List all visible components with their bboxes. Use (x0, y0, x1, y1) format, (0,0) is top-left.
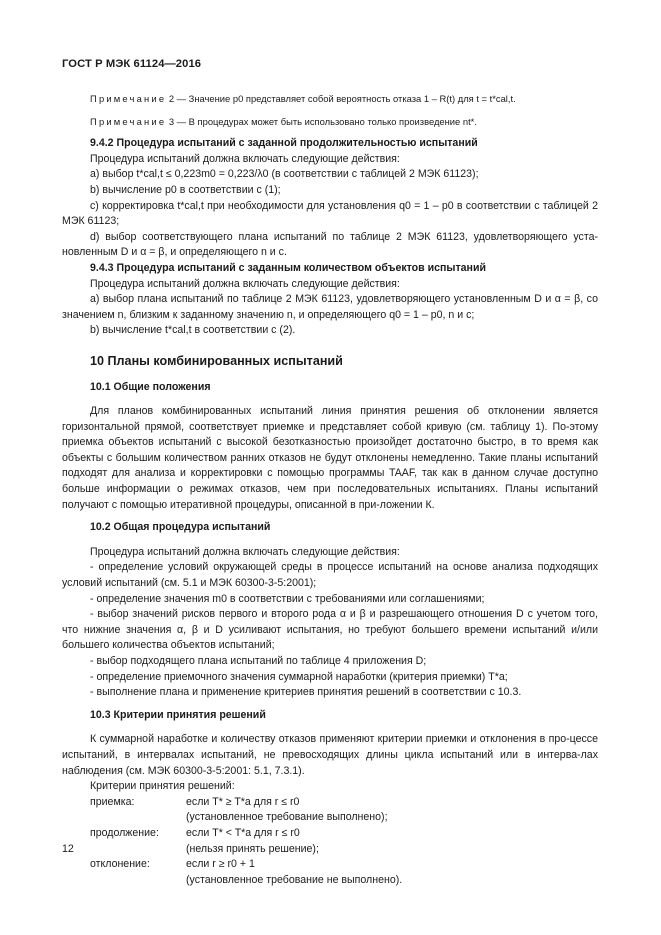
criterion-result: (установленное требование не выполнено). (186, 873, 403, 886)
list-item: - выбор подходящего плана испытаний по таблице 4 приложения D; (90, 655, 427, 667)
list-item-c: c) корректировка t*cal,t при необходимости для установления q0 = 1 – p0 в соответствии с таблицей 2 МЭК 61123; (62, 199, 598, 228)
section-heading-10: 10 Планы комбинированных испытаний (90, 353, 343, 368)
list-item: - определение условий окружающей среды в процессе испытаний на основе анализа подходящих условий испытаний (см. 5.1 и МЭК 60300-3-5:2001); (62, 561, 598, 590)
note-label: Примечание (90, 115, 167, 127)
criterion-condition: если T* < T*a для r ≤ r0 (186, 826, 300, 839)
document-header: ГОСТ Р МЭК 61124—2016 (62, 58, 202, 70)
list-item: - определение приемочного значения суммарной наработки (критерия приемки) T*a; (90, 670, 508, 683)
paragraph: Процедура испытаний должна включать следующие действия: (90, 277, 400, 290)
list-item: - определение значения m0 в соответствии с требованиями или соглашениями; (90, 592, 485, 605)
list-item: - выполнение плана и применение критериев принятия решений в соответствии с 10.3. (90, 686, 522, 699)
section-heading-9-4-3: 9.4.3 Процедура испытаний с заданным количеством объектов испытаний (90, 261, 486, 274)
page-number: 12 (62, 843, 74, 855)
list-item: - выбор значений рисков первого и второго рода α и β и разрешающего отношения D с учетом того, что нижние значения α, β и D усиливают испытания, но требуют большего времени испытаний и/или большего количества объектов испытаний; (62, 608, 598, 652)
criterion-result: (нельзя принять решение); (186, 842, 319, 855)
criterion-label: приемка: (90, 795, 135, 808)
section-heading-10-2: 10.2 Общая процедура испытаний (90, 521, 271, 534)
criterion-condition: если T* ≥ T*a для r ≤ r0 (186, 795, 300, 808)
criterion-label: продолжение: (90, 826, 159, 839)
section-heading-9-4-2: 9.4.2 Процедура испытаний с заданной продолжительностью испытаний (90, 137, 478, 150)
criterion-label: отклонение: (90, 858, 150, 871)
section-heading-10-3: 10.3 Критерии принятия решений (90, 708, 266, 721)
note-label: Примечание (90, 93, 167, 104)
section-heading-10-1: 10.1 Общие положения (90, 380, 211, 393)
note-text: 3 — В процедурах может быть использовано только произведение nt*. (168, 115, 477, 127)
list-item-d: d) выбор соответствующего плана испытаний по таблице 2 МЭК 61123, удовлетворяющего уста-новленным D и α = β, и определяющего n и c. (62, 230, 598, 259)
note-2 (62, 91, 598, 107)
page-content (62, 91, 598, 888)
list-item-b: b) вычисление p0 в соответствии с (1); (90, 183, 281, 196)
decision-criteria (62, 795, 598, 889)
paragraph: Критерии принятия решений: (90, 780, 235, 793)
paragraph: Процедура испытаний должна включать следующие действия: (90, 545, 400, 558)
list-item-a: а) выбор плана испытаний по таблице 2 МЭК 61123, удовлетворяющего установленным D и α = β, со значением n, близким к заданному значению n, и определяющего q0 = 1 – p0, n и c; (62, 293, 598, 321)
paragraph: К суммарной наработке и количеству отказов применяют критерии приемки и отклонения в про-цессе испытаний, в интервалах испытаний, не превосходящих длины цикла испытаний или в интерва-лах наблюдения (см. МЭК 60300-3-5:2001: 5.1, 7.3.1). (62, 733, 598, 777)
list-item-b: b) вычисление t*cal,t в соответствии с (2). (90, 324, 296, 337)
list-item-a: а) выбор t*cal,t ≤ 0,223m0 = 0,223/λ0 (в соответствии с таблицей 2 МЭК 61123); (90, 168, 479, 181)
criterion-result: (установленное требование выполнено); (186, 811, 388, 824)
criterion-condition: если r ≥ r0 + 1 (186, 858, 255, 871)
paragraph: Для планов комбинированных испытаний линия принятия решения об отклонении является горизонтальной прямой, соответствует приемке и представляет собой кривую (см. таблицу 1). По-этому приемка объектов испытаний с высокой безотказностью произойдет достаточно быстро, в то время как объекты с большим количеством ранних отказов не будут отклонены немедленно. Такие планы испытаний подходят для анализа и корректировки с помощью программы TAAF, так как в данном случае доступно больше информации о режимах отказов, чем при последовательных испытаниях. Планы испытаний получают с помощью итеративной процедуры, описанной в при-ложении К. (62, 405, 598, 511)
note-3 (62, 114, 598, 130)
paragraph: Процедура испытаний должна включать следующие действия: (90, 152, 400, 165)
note-text: 2 — Значение p0 представляет собой вероятность отказа 1 – R(t) для t = t*cal,t. (168, 93, 516, 104)
